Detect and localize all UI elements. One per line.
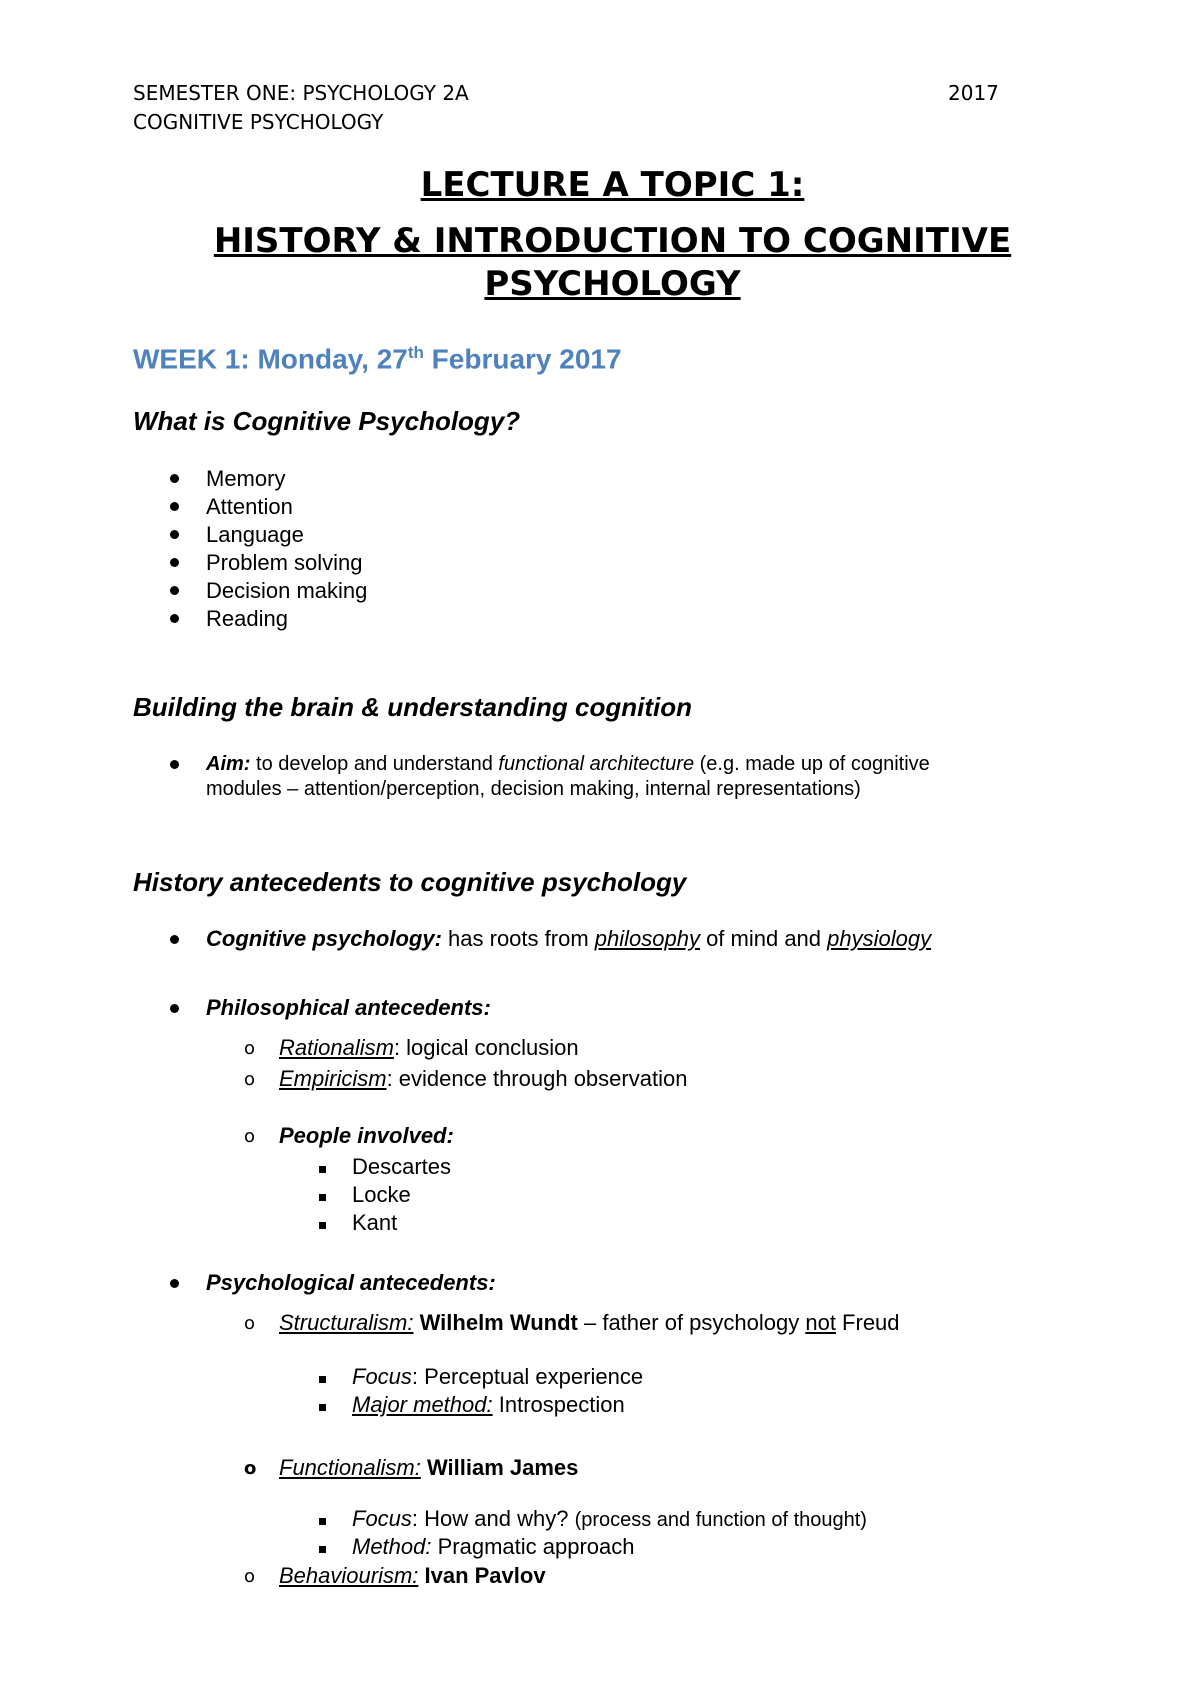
aim-italic: functional architecture: [498, 753, 695, 775]
method-text: Pragmatic approach: [431, 1534, 635, 1559]
behaviourism-line: [279, 1563, 546, 1589]
square-bullet-icon: [319, 1194, 326, 1201]
empiricism-line: [279, 1066, 687, 1092]
empiricism-text: : evidence through observation: [386, 1066, 688, 1091]
bullet-icon: [170, 502, 179, 511]
lecture-title: LECTURE A TOPIC 1:: [420, 165, 805, 205]
not-word: not: [805, 1310, 836, 1335]
structuralism-method: [352, 1392, 625, 1418]
major-method-text: Introspection: [492, 1392, 625, 1417]
structuralism-term: Structuralism:: [279, 1310, 414, 1335]
list-item: Decision making: [206, 578, 368, 603]
empiricism-term: Empiricism: [279, 1066, 387, 1091]
week-sup: th: [407, 343, 424, 362]
rationalism-line: [279, 1035, 579, 1061]
functionalism-focus: [352, 1506, 867, 1532]
cog-text-2: of mind and: [699, 926, 828, 951]
week-heading: [133, 343, 622, 375]
functionalism-method: [352, 1534, 635, 1560]
wundt-text-2: Freud: [835, 1310, 900, 1335]
circle-bullet-icon: o: [244, 1126, 256, 1147]
structuralism-line: [279, 1310, 900, 1336]
week-suffix: February 2017: [423, 343, 622, 375]
wundt-name: Wilhelm Wundt: [413, 1310, 578, 1335]
cognitive-roots-line: [206, 926, 931, 952]
person-item: Kant: [352, 1210, 398, 1235]
bullet-icon: [170, 614, 179, 623]
aim-text-1: to develop and understand: [250, 753, 499, 775]
square-bullet-icon: [319, 1404, 326, 1411]
rationalism-term: Rationalism: [279, 1035, 394, 1060]
circle-bullet-icon: o: [244, 1038, 256, 1059]
aim-text-2: (e.g. made up of cognitive: [694, 753, 930, 775]
circle-bullet-icon: o: [244, 1069, 256, 1090]
list-item: Reading: [206, 606, 288, 631]
bullet-icon: [170, 530, 179, 539]
person-item: Descartes: [352, 1154, 452, 1179]
section-heading-history: History antecedents to cognitive psychology: [133, 867, 687, 897]
circle-bullet-icon: o: [244, 1458, 257, 1479]
bullet-icon: [170, 474, 179, 483]
major-method-label: Major method:: [352, 1392, 493, 1417]
cog-text-1: has roots from: [441, 926, 595, 951]
people-involved-label: People involved:: [279, 1123, 454, 1148]
aim-line-1: [206, 753, 930, 776]
list-item: Language: [206, 522, 304, 547]
focus-text-2: (process and function of thought): [574, 1509, 867, 1531]
aim-label: Aim:: [206, 753, 251, 775]
bullet-icon: [170, 1279, 179, 1288]
square-bullet-icon: [319, 1518, 326, 1525]
focus-label: Focus: [352, 1506, 412, 1531]
focus-text-1: : How and why?: [411, 1506, 575, 1531]
aim-line-2: modules – attention/perception, decision making, internal representations): [206, 778, 861, 800]
course-header: SEMESTER ONE: PSYCHOLOGY 2A: [133, 81, 469, 105]
philosophy-term: philosophy: [594, 926, 700, 951]
focus-text: : Perceptual experience: [411, 1364, 644, 1389]
wundt-text-1: – father of psychology: [577, 1310, 806, 1335]
method-label: Method:: [352, 1534, 432, 1559]
focus-label: Focus: [352, 1364, 412, 1389]
circle-bullet-icon: o: [244, 1313, 256, 1334]
square-bullet-icon: [319, 1546, 326, 1553]
philosophical-heading: Philosophical antecedents:: [206, 995, 491, 1020]
functionalism-line: [279, 1455, 578, 1481]
functionalism-term: Functionalism:: [279, 1455, 421, 1480]
person-item: Locke: [352, 1182, 411, 1207]
square-bullet-icon: [319, 1376, 326, 1383]
list-item: Memory: [206, 466, 286, 491]
bullet-icon: [170, 558, 179, 567]
list-item: Attention: [206, 494, 293, 519]
section-heading-what-is: What is Cognitive Psychology?: [133, 406, 521, 436]
bullet-icon: [170, 935, 179, 944]
rationalism-text: : logical conclusion: [393, 1035, 579, 1060]
behaviourism-term: Behaviourism:: [279, 1563, 419, 1588]
square-bullet-icon: [319, 1166, 326, 1173]
psychological-heading: Psychological antecedents:: [206, 1270, 496, 1295]
physiology-term: physiology: [827, 926, 932, 951]
week-prefix: WEEK 1: Monday, 27: [133, 343, 408, 375]
cog-label: Cognitive psychology:: [206, 926, 442, 951]
bullet-icon: [170, 1004, 179, 1013]
list-item: Problem solving: [206, 550, 363, 575]
pavlov-name: Ivan Pavlov: [418, 1563, 546, 1588]
circle-bullet-icon: o: [244, 1566, 256, 1587]
james-name: William James: [420, 1455, 579, 1480]
square-bullet-icon: [319, 1222, 326, 1229]
bullet-icon: [170, 586, 179, 595]
lecture-subtitle: HISTORY & INTRODUCTION TO COGNITIVE PSYCHOLOGY: [213, 221, 1012, 304]
structuralism-focus: [352, 1364, 643, 1390]
subject-header: COGNITIVE PSYCHOLOGY: [133, 110, 384, 134]
year-header: 2017: [948, 81, 999, 105]
bullet-icon: [170, 760, 179, 769]
section-heading-building: Building the brain & understanding cognition: [133, 692, 692, 722]
